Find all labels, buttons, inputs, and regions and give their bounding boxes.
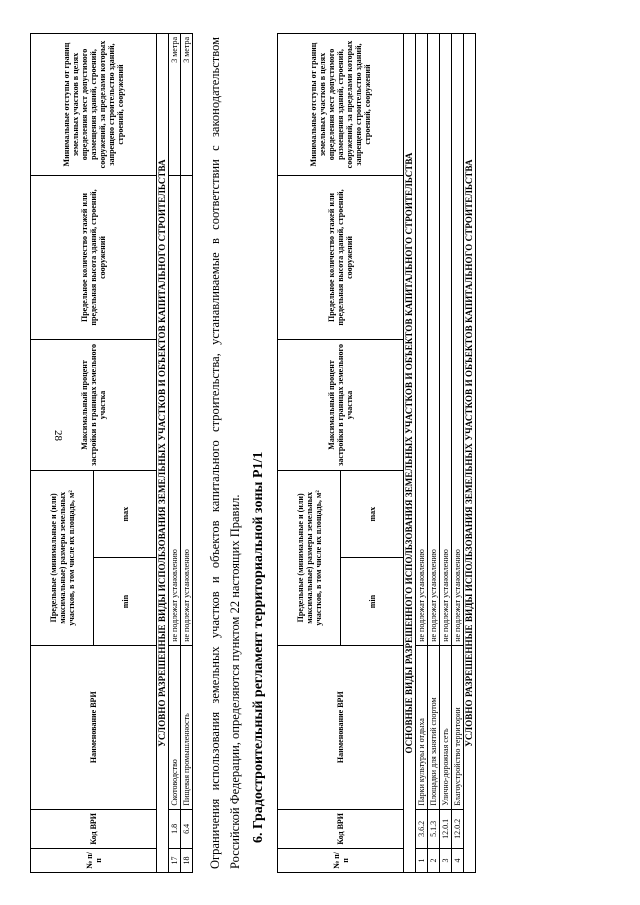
row-code: 5.1.3 — [428, 809, 440, 848]
section-row — [464, 33, 476, 872]
section-heading: 6. Градостроительный регламент территориальной зоны Р1/1 — [251, 451, 266, 843]
table-row — [452, 33, 464, 872]
header-setback: Минимальные отступы от границ земельных участков в целях определения мест допустимого размещения зданий, строений, сооружений, за пределами которых запрещено строительство зданий, строений, сооружений — [31, 33, 157, 175]
table2-header-row — [278, 33, 341, 872]
row-size: не подлежат установлению — [452, 33, 464, 645]
row-name: Скотоводство — [169, 645, 181, 809]
section-title: ОСНОВНЫЕ ВИДЫ РАЗРЕШЕННОГО ИСПОЛЬЗОВАНИЯ ЗЕМЕЛЬНЫХ УЧАСТКОВ И ОБЪЕКТОВ КАПИТАЛЬНОГО СТРОИТЕЛЬСТВА — [404, 33, 416, 872]
row-size: не подлежат установлению — [428, 33, 440, 645]
header-size-group: Предельные (минимальные и (или) максимальные) размеры земельных участков, в том числе их площадь, м² — [31, 470, 94, 645]
section-title: УСЛОВНО РАЗРЕШЕННЫЕ ВИДЫ ИСПОЛЬЗОВАНИЯ ЗЕМЕЛЬНЫХ УЧАСТКОВ И ОБЪЕКТОВ КАПИТАЛЬНОГО СТРОИТЕЛЬСТВА — [464, 33, 476, 872]
table-row — [169, 33, 181, 872]
row-size: не подлежат установлению — [181, 175, 193, 645]
header-percent: Максимальный процент застройки в границах земельного участка — [278, 339, 404, 470]
header-min: min — [94, 557, 157, 644]
section-title: УСЛОВНО РАЗРЕШЕННЫЕ ВИДЫ ИСПОЛЬЗОВАНИЯ ЗЕМЕЛЬНЫХ УЧАСТКОВ И ОБЪЕКТОВ КАПИТАЛЬНОГО СТРОИТЕЛЬСТВА — [157, 33, 169, 872]
table1-header-row — [31, 33, 94, 872]
header-floors: Предельное количество этажей или предельная высота зданий, строений, сооружений — [31, 175, 157, 339]
table-row — [428, 33, 440, 872]
header-name: Наименование ВРИ — [31, 645, 157, 809]
row-size: не подлежат установлению — [416, 33, 428, 645]
row-name: Пищевая промышленность — [181, 645, 193, 809]
header-num: № п/п — [31, 848, 157, 872]
header-max: max — [341, 470, 404, 557]
header-setback: Минимальные отступы от границ земельных участков в целях определения мест допустимого размещения зданий, строений, сооружений, за пределами которых запрещено строительство зданий, строений, сооружений — [278, 33, 404, 175]
row-size: не подлежат установлению — [169, 175, 181, 645]
header-min: min — [341, 557, 404, 644]
row-num: 3 — [440, 848, 452, 872]
header-size-group: Предельные (минимальные и (или) максимальные) размеры земельных участков, в том числе их площадь, м² — [278, 470, 341, 645]
header-max: max — [94, 470, 157, 557]
header-code: Код ВРИ — [278, 809, 404, 848]
header-percent: Максимальный процент застройки в границах земельного участка — [31, 339, 157, 470]
header-floors: Предельное количество этажей или предельная высота зданий, строений, сооружений — [278, 175, 404, 339]
table-conditional-uses — [30, 33, 193, 873]
row-code: 12.0.2 — [452, 809, 464, 848]
row-setback: 3 метра — [181, 33, 193, 175]
row-code: 12.0.1 — [440, 809, 452, 848]
section-row — [157, 33, 169, 872]
row-num: 18 — [181, 848, 193, 872]
row-code: 3.6.2 — [416, 809, 428, 848]
table-row — [416, 33, 428, 872]
page-body — [30, 33, 476, 873]
table-row — [181, 33, 193, 872]
row-num: 17 — [169, 848, 181, 872]
row-size: не подлежат установлению — [440, 33, 452, 645]
row-num: 2 — [428, 848, 440, 872]
table-row — [440, 33, 452, 872]
section-row — [404, 33, 416, 872]
row-num: 1 — [416, 848, 428, 872]
header-name: Наименование ВРИ — [278, 645, 404, 809]
row-name: Благоустройство территории — [452, 645, 464, 809]
row-name: Площадки для занятий спортом — [428, 645, 440, 809]
rotated-page-content — [20, 23, 620, 883]
restrictions-paragraph: Ограничения использования земельных участков и объектов капитального строительства, устанавливаемые в соответствии с законодательством Российской Федерации, определяются пунктом 22 настоящих Правил. — [208, 36, 242, 869]
row-name: Улично-дорожная сеть — [440, 645, 452, 809]
row-setback: 3 метра — [169, 33, 181, 175]
table-zone-r1-1 — [277, 33, 476, 873]
row-num: 4 — [452, 848, 464, 872]
row-name: Парки культуры и отдыха — [416, 645, 428, 809]
header-num: № п/п — [278, 848, 404, 872]
row-code: 6.4 — [181, 809, 193, 848]
header-code: Код ВРИ — [31, 809, 157, 848]
row-code: 1.8 — [169, 809, 181, 848]
page-number: 28 — [52, 430, 64, 441]
